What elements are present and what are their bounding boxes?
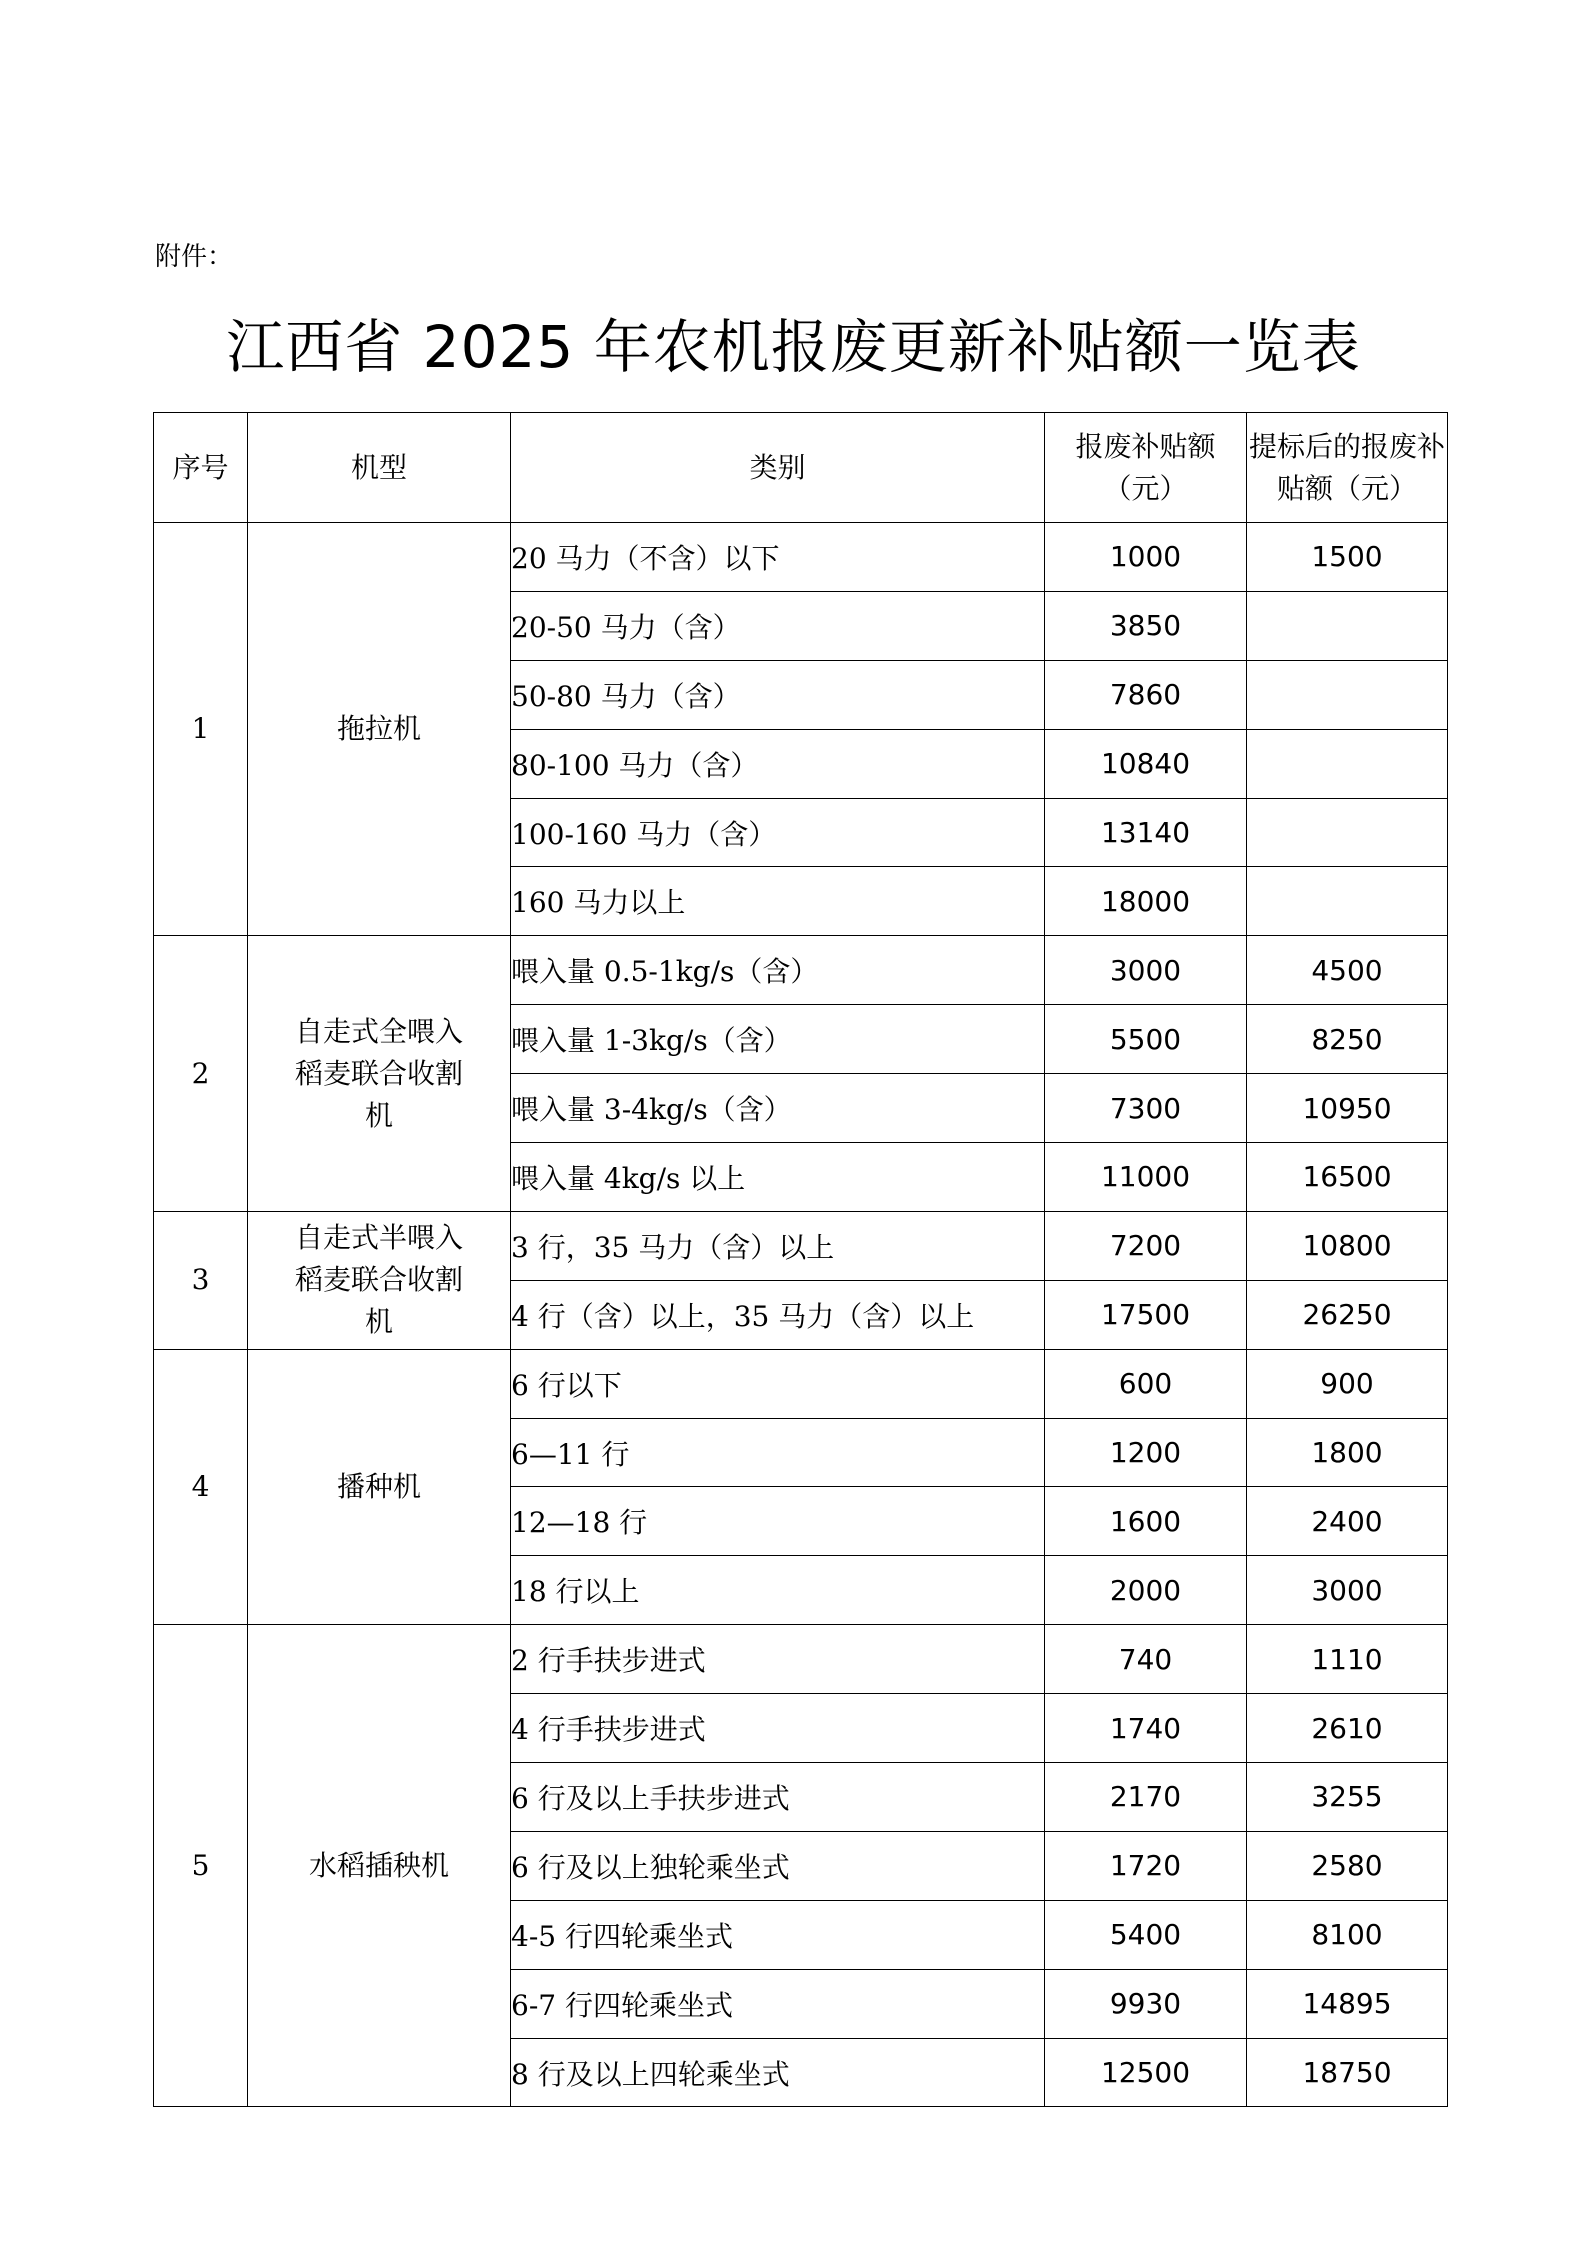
table-row [154, 936, 1448, 1005]
header-raised-subsidy: 提标后的报废补贴额（元） [1247, 413, 1448, 523]
cell-raised-subsidy: 900 [1247, 1349, 1448, 1418]
cell-raised-subsidy [1247, 591, 1448, 660]
cell-raised-subsidy: 2610 [1247, 1694, 1448, 1763]
header-model: 机型 [248, 413, 511, 523]
cell-category: 100-160 马力（含） [511, 798, 1045, 867]
cell-category: 6 行及以上手扶步进式 [511, 1763, 1045, 1832]
cell-subsidy: 1200 [1045, 1418, 1247, 1487]
cell-category: 6 行以下 [511, 1349, 1045, 1418]
cell-subsidy: 11000 [1045, 1143, 1247, 1212]
cell-subsidy: 7860 [1045, 660, 1247, 729]
cell-subsidy: 5400 [1045, 1900, 1247, 1969]
subsidy-table [153, 412, 1448, 2107]
cell-raised-subsidy: 16500 [1247, 1143, 1448, 1212]
cell-subsidy: 9930 [1045, 1969, 1247, 2038]
cell-raised-subsidy: 2580 [1247, 1831, 1448, 1900]
cell-subsidy: 3850 [1045, 591, 1247, 660]
table-row [154, 1625, 1448, 1694]
cell-category: 2 行手扶步进式 [511, 1625, 1045, 1694]
table-body [154, 523, 1448, 2107]
cell-subsidy: 18000 [1045, 867, 1247, 936]
cell-subsidy: 5500 [1045, 1005, 1247, 1074]
cell-model [248, 1349, 511, 1625]
cell-subsidy: 12500 [1045, 2038, 1247, 2107]
cell-category: 6—11 行 [511, 1418, 1045, 1487]
cell-subsidy: 10840 [1045, 729, 1247, 798]
page-title: 江西省 2025 年农机报废更新补贴额一览表 [226, 313, 1361, 381]
table-row [154, 1349, 1448, 1418]
cell-category: 20 马力（不含）以下 [511, 523, 1045, 592]
cell-category: 6 行及以上独轮乘坐式 [511, 1831, 1045, 1900]
cell-subsidy: 7200 [1045, 1211, 1247, 1280]
cell-subsidy: 13140 [1045, 798, 1247, 867]
cell-category: 4 行手扶步进式 [511, 1694, 1045, 1763]
cell-subsidy: 17500 [1045, 1280, 1247, 1349]
cell-raised-subsidy: 18750 [1247, 2038, 1448, 2107]
cell-raised-subsidy: 14895 [1247, 1969, 1448, 2038]
cell-subsidy: 2000 [1045, 1556, 1247, 1625]
cell-category: 20-50 马力（含） [511, 591, 1045, 660]
cell-seq: 5 [154, 1625, 248, 2107]
cell-category: 6-7 行四轮乘坐式 [511, 1969, 1045, 2038]
header-category: 类别 [511, 413, 1045, 523]
cell-model [248, 523, 511, 936]
attachment-label: 附件： [155, 242, 234, 272]
cell-category: 4 行（含）以上，35 马力（含）以上 [511, 1280, 1045, 1349]
cell-raised-subsidy: 3255 [1247, 1763, 1448, 1832]
cell-raised-subsidy: 1500 [1247, 523, 1448, 592]
cell-subsidy: 740 [1045, 1625, 1247, 1694]
cell-subsidy: 1740 [1045, 1694, 1247, 1763]
cell-raised-subsidy: 26250 [1247, 1280, 1448, 1349]
cell-subsidy: 1600 [1045, 1487, 1247, 1556]
cell-raised-subsidy [1247, 798, 1448, 867]
cell-raised-subsidy: 2400 [1247, 1487, 1448, 1556]
cell-raised-subsidy: 10800 [1247, 1211, 1448, 1280]
cell-model-text: 自走式半喂入稻麦联合收割机 [294, 1221, 463, 1339]
cell-subsidy: 1720 [1045, 1831, 1247, 1900]
header-subsidy: 报废补贴额（元） [1045, 413, 1247, 523]
cell-subsidy: 3000 [1045, 936, 1247, 1005]
cell-subsidy: 7300 [1045, 1074, 1247, 1143]
cell-category: 80-100 马力（含） [511, 729, 1045, 798]
cell-model-text: 自走式全喂入稻麦联合收割机 [294, 1014, 463, 1132]
cell-raised-subsidy [1247, 867, 1448, 936]
cell-seq: 2 [154, 936, 248, 1212]
cell-category: 12—18 行 [511, 1487, 1045, 1556]
cell-raised-subsidy: 3000 [1247, 1556, 1448, 1625]
cell-category: 喂入量 0.5-1kg/s（含） [511, 936, 1045, 1005]
cell-seq: 4 [154, 1349, 248, 1625]
cell-raised-subsidy: 8100 [1247, 1900, 1448, 1969]
cell-subsidy: 600 [1045, 1349, 1247, 1418]
cell-model-text: 拖拉机 [336, 712, 421, 746]
cell-seq: 3 [154, 1211, 248, 1349]
cell-category: 160 马力以上 [511, 867, 1045, 936]
cell-category: 8 行及以上四轮乘坐式 [511, 2038, 1045, 2107]
cell-category: 喂入量 3-4kg/s（含） [511, 1074, 1045, 1143]
cell-category: 50-80 马力（含） [511, 660, 1045, 729]
cell-raised-subsidy [1247, 729, 1448, 798]
cell-model [248, 936, 511, 1212]
cell-subsidy: 1000 [1045, 523, 1247, 592]
cell-model-text: 播种机 [336, 1469, 421, 1503]
cell-category: 3 行，35 马力（含）以上 [511, 1211, 1045, 1280]
cell-raised-subsidy: 8250 [1247, 1005, 1448, 1074]
cell-model [248, 1625, 511, 2107]
header-seq: 序号 [154, 413, 248, 523]
cell-raised-subsidy: 4500 [1247, 936, 1448, 1005]
cell-model [248, 1211, 511, 1349]
cell-category: 4-5 行四轮乘坐式 [511, 1900, 1045, 1969]
cell-category: 喂入量 1-3kg/s（含） [511, 1005, 1045, 1074]
cell-raised-subsidy: 10950 [1247, 1074, 1448, 1143]
cell-raised-subsidy: 1800 [1247, 1418, 1448, 1487]
table-header-row [154, 413, 1448, 523]
cell-model-text: 水稻插秧机 [308, 1848, 449, 1882]
table-row [154, 1211, 1448, 1280]
cell-raised-subsidy: 1110 [1247, 1625, 1448, 1694]
cell-subsidy: 2170 [1045, 1763, 1247, 1832]
cell-raised-subsidy [1247, 660, 1448, 729]
cell-seq: 1 [154, 523, 248, 936]
cell-category: 喂入量 4kg/s 以上 [511, 1143, 1045, 1212]
cell-category: 18 行以上 [511, 1556, 1045, 1625]
table-row [154, 523, 1448, 592]
